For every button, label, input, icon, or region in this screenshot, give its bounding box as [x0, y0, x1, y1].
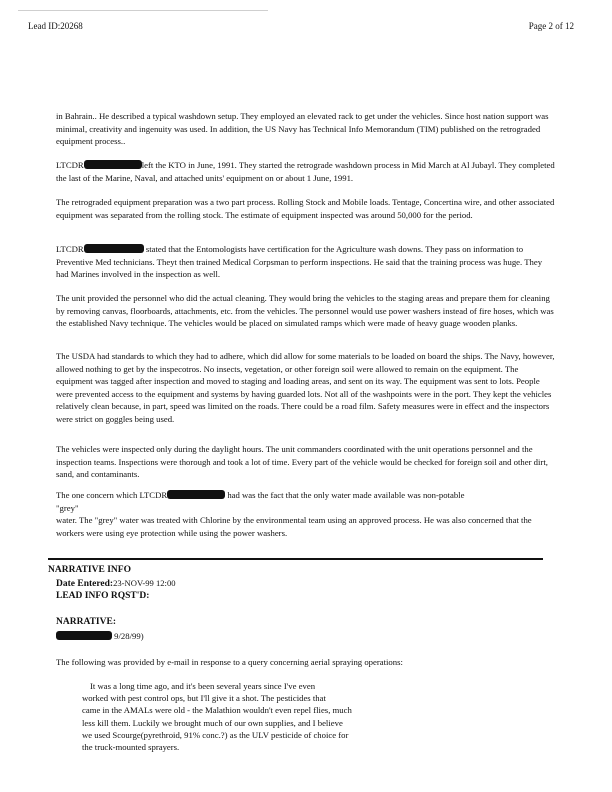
paragraph-entomologists-text: stated that the Entomologists have certification for the Agriculture wash downs. They pass on information to Preventive Med technicians. Theyt then trained Medical Corpsman to perform inspections. He said that the training process was huge. They had Marines involved in the inspection as well.: [56, 244, 543, 280]
lead-id: Lead ID:20268: [28, 21, 83, 31]
date-entered-value: 23-NOV-99 12:00: [113, 578, 176, 588]
email-line: worked with pest control ops, but I'll give it a shot. The pesticides that: [82, 693, 326, 704]
date-entered-label: Date Entered:: [56, 579, 114, 589]
concern-prefix: The one concern which LTCDR: [56, 490, 168, 500]
grey-word: "grey": [56, 502, 79, 513]
narrative-intro: The following was provided by e-mail in response to a query concerning aerial spraying operations:: [56, 657, 403, 667]
narrative-date-line: [56, 631, 144, 641]
email-line: It was a long time ago, and it's been several years since I've even: [90, 681, 316, 691]
grey-water-text: water. The "grey" water was treated with Chlorine by the environmental team using an approved process. He was also concerned that the workers were using eye protection while using the power washers.: [56, 515, 532, 538]
email-line: we used Scourge(pyrethroid, 91% conc.?) as the ULV pesticide of choice for: [82, 729, 349, 740]
paragraph-kto: [56, 159, 556, 184]
page-number: Page 2 of 12: [528, 21, 574, 31]
redaction-block: [84, 160, 142, 169]
email-line: the truck-mounted sprayers.: [82, 742, 180, 753]
redaction-block: [56, 631, 112, 640]
narrative-date: 9/28/99): [114, 631, 144, 641]
paragraph-unit-cleaning: The unit provided the personnel who did the actual cleaning. They would bring the vehicles to the staging areas and prepare them for cleaning by removing canvas, floorboards, attachments, etc. from the vehicles. The personnel would use power washers instead of fire hoses, which was the established Navy technique. The vehicles would be placed on simulated ramps which were made of heavy guage wooden planks.: [56, 293, 554, 329]
section-divider: [48, 558, 543, 560]
paragraph-inspections: The vehicles were inspected only during the daylight hours. The unit commanders coordinated with the unit operations personnel and the inspection teams. Inspections were thorough and took a lot of time. Every part of the vehicle would be checked for foreign soil and other dirt, sand, and contaminants.: [56, 444, 548, 480]
paragraph-entomologists: [56, 243, 556, 281]
email-line: less kill them. Luckily we brought much of our own supplies, and I believe: [82, 717, 343, 728]
redaction-block: [84, 244, 144, 253]
scan-edge-line: [18, 10, 268, 11]
email-line: came in the AMALs were old - the Malathion wouldn't even repel flies, much: [82, 705, 352, 716]
paragraph-kto-text: left the KTO in June, 1991. They started the retrograde washdown process in Mid March at Al Jubayl. They completed the last of the Marine, Naval, and attached units' equipment on or about 1 June, 1991.: [56, 160, 555, 183]
email-quote: [82, 680, 462, 753]
paragraph-retrograde: The retrograded equipment preparation was a two part process. Rolling Stock and Mobile loads. Tentage, Concertina wire, and other associated equipment was separated from the rolling stock. The estimate of equipment inspected was around 50,000 for the period.: [56, 197, 555, 220]
paragraph-water-concern: [56, 489, 556, 539]
rank-label: LTCDR: [56, 244, 84, 254]
section-title: NARRATIVE INFO: [48, 565, 131, 575]
concern-text: had was the fact that the only water made available was non-potable: [227, 490, 465, 500]
narrative-label: NARRATIVE:: [56, 617, 116, 627]
redaction-block: [167, 490, 225, 499]
rank-label: LTCDR: [56, 160, 84, 170]
paragraph-bahrain: in Bahrain.. He described a typical washdown setup. They employed an elevated rack to get under the vehicles. Since host nation support was minimal, creativity and ingenuity was used. In addition, the US Navy has Technical Info Memorandum (TIM) published on the retrograded equipment process..: [56, 111, 549, 147]
lead-info-field: [56, 591, 149, 601]
lead-info-label: LEAD INFO RQST'D:: [56, 591, 150, 601]
date-entered-field: [56, 578, 176, 589]
paragraph-usda: The USDA had standards to which they had to adhere, which did allow for some materials to be loaded on board the ships. The Navy, however, allowed nothing to get by the inspecotros. No insects, vegetation, or other foreign soil were allowed to remain on the equipment. The equipment was tagged after inspection and moved to staging and loading areas, and sent on its way. The equipment was sent to lots. People were prevented access to the equipment and systems by having guarded lots. Not all of the washpoints were in the port. They kept the vehicles relatively clean because, in part, speed was limited on the roads. There could be a road film. Safety measures were in effect and the inspectors were strict on goggles being used.: [56, 351, 555, 424]
